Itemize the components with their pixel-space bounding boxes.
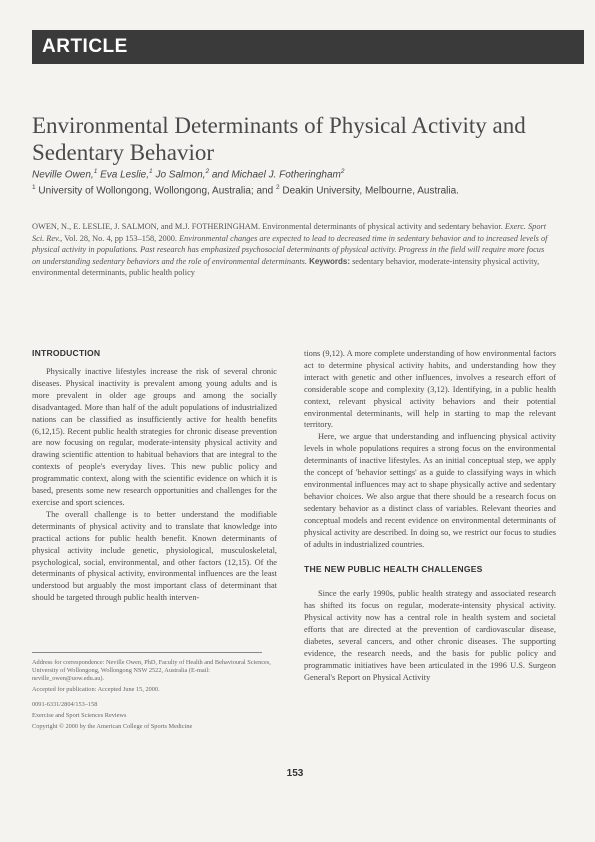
article-banner [32, 30, 584, 64]
author-affil-mark: 2 [340, 168, 345, 175]
footnotes [32, 659, 278, 734]
abstract-journal: Exerc. Sport Sci. Rev., [32, 222, 547, 243]
section-heading-public-health: THE NEW PUBLIC HEALTH CHALLENGES [304, 564, 483, 575]
keywords: sedentary behavior, moderate-intensity physical activity, environmental determinants, public health policy [32, 256, 540, 278]
section-heading-introduction: INTRODUCTION [32, 348, 101, 358]
affil-mark: 1 [32, 184, 36, 191]
author-affil-mark: 2 [205, 168, 210, 175]
affil-mark: 2 [275, 184, 280, 191]
article-label: ARTICLE [42, 36, 128, 57]
correspondence-note: Address for correspondence: Neville Owen, PhD, Faculty of Health and Behavioural Sciences, University of Wollongong, Wollongong NSW 2522, Australia (E-mail: neville_owen@uow.edu.au). [32, 659, 271, 682]
author-list [32, 168, 572, 180]
left-column [32, 348, 277, 604]
body-paragraph: Since the early 1990s, public health strategy and associated research has shifted its focus on regular, moderate-intensity physical activity. Physical activity now has a central role in health system and societal efforts that are directed at the prevention of cardiovascular disease, diabetes, several cancers, and other chronic diseases. The supporting evidence, the research needs, and the basis for public policy and programmatic initiatives have been articulated in the 1996 U.S. Surgeon General's Report on Physical Activity [304, 589, 556, 682]
accepted-note: Accepted for publication: Accepted June 15, 2000. [32, 686, 160, 693]
body-paragraph: The overall challenge is to better understand the modifiable determinants of physical activity and to translate that knowledge into practical actions for public health benefit. Known determinants of physical activity include genetic, physiological, musculoskeletal, psychological, social, environmental, and other factors (12,15). Of the determinants of physical activity, environmental influences are the least understood but arguably the most important class of determinant that should be targeted through public health interven- [32, 509, 277, 603]
abstract-summary: Environmental changes are expected to lead to decreased time in sedentary behavior and to increased levels of physical activity in populations. Past research has emphasized psychosocial determinants of physical activity. Progress in the field will require more focus on understanding sedentary behaviors and the role of environmental determinants. [32, 233, 548, 266]
body-paragraph: tions (9,12). A more complete understanding of how environmental factors act to determine physical activity habits, and understanding how they interact with genetic and other influences, involves a research effort of considerable scope and complexity (3,12). Identifying, in a public health context, relevant physical activity behaviors and their potential environmental determinants, will help in starting to map the relevant territory. [304, 349, 556, 430]
body-paragraph: Physically inactive lifestyles increase the risk of several chronic diseases. Physical inactivity is prevalent among young adults and is more prevalent in older age groups and among the socially disadvantaged. More than half of the adult populations of industrialized nations can be classified as insufficiently active for health benefits (6,12,15). Recent public health strategies for chronic disease prevention are now focusing on regular, moderate-intensity physical activity and drawing scientific attention to habitual behaviors that are integral to the contexts of people's everyday lives. This new public policy and programmatic context, along with the scientific evidence on which it is based, presents some new research opportunities and challenges for the exercise and sport sciences. [32, 367, 277, 507]
affiliations [32, 184, 572, 196]
author-name: Jo Salmon, [155, 169, 206, 181]
keywords-label: Keywords: [309, 256, 350, 266]
author-affil-mark: 1 [149, 168, 153, 175]
author-name: Neville Owen, [32, 169, 94, 181]
abstract-volume: Vol. 28, No. 4, pp 153–158, 2000. [64, 233, 177, 243]
issn-note: 0091-6331/2804/153–158 [32, 701, 98, 708]
abstract [32, 221, 552, 279]
author-name: and Michael J. Fotheringham [211, 169, 341, 181]
article-title: Environmental Determinants of Physical Activity and Sedentary Behavior [32, 113, 526, 165]
affil-text: Deakin University, Melbourne, Australia. [282, 185, 459, 197]
abstract-citation: OWEN, N., E. LESLIE, J. SALMON, and M.J. FOTHERINGHAM. Environmental determinants of physical activity and sedentary behavior. [32, 222, 503, 231]
author-affil-mark: 1 [93, 168, 98, 175]
page-number: 153 [286, 768, 304, 779]
footnote-divider [32, 652, 262, 653]
right-column [304, 348, 556, 684]
author-name: Eva Leslie, [100, 169, 150, 181]
affil-text: University of Wollongong, Wollongong, Australia; and [38, 185, 274, 197]
journal-note: Exercise and Sport Sciences Reviews [32, 712, 127, 719]
copyright-note: Copyright © 2000 by the American College of Sports Medicine [32, 723, 193, 730]
body-paragraph: Here, we argue that understanding and influencing physical activity levels in whole populations requires a strong focus on the environmental determinants of inactive lifestyles. As an initial conceptual step, we apply the concept of 'behavior settings' as a guide to classifying ways in which environmental influences may act to shape physically active and sedentary behavior choices. We also argue that there should be a research focus on sedentary behavior as a distinct class of variables. Relevant theories and conceptual models and recent evidence on environmental determinants of physical activity are described. In doing so, we restrict our focus to studies of adults in industrialized countries. [304, 432, 556, 549]
